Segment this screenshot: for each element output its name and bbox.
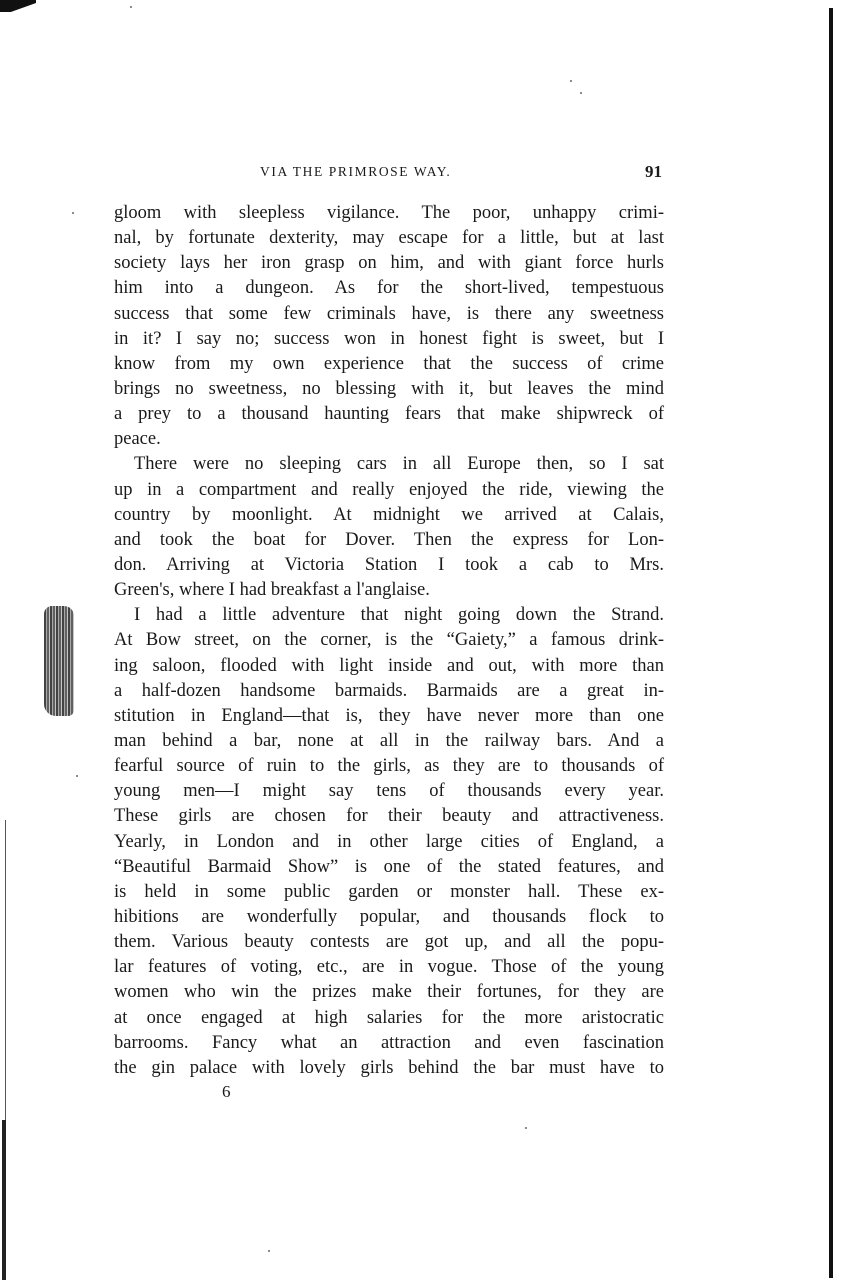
text-line: Green's, where I had breakfast a l'anglaise.: [114, 580, 430, 601]
text-line: man behind a bar, none at all in the railway bars. And a: [114, 730, 664, 751]
signature-mark: 6: [222, 1082, 231, 1101]
text-line: stitution in England—that is, they have never more than one: [114, 705, 664, 726]
text-line: know from my own experience that the success of crime: [114, 353, 664, 374]
text-line: At Bow street, on the corner, is the “Gaiety,” a famous drink-: [114, 630, 664, 651]
scan-dot: [570, 80, 572, 82]
text-line: ing saloon, flooded with light inside and out, with more than: [114, 655, 664, 676]
text-line: fearful source of ruin to the girls, as they are to thousands of: [114, 756, 664, 777]
text-line: gloom with sleepless vigilance. The poor, unhappy crimi-: [114, 203, 664, 223]
text-line: There were no sleeping cars in all Europe then, so I sat: [134, 454, 664, 475]
scan-dot: [525, 1127, 527, 1129]
text-line: up in a compartment and really enjoyed the ride, viewing the: [114, 479, 664, 500]
text-line: lar features of voting, etc., are in vogue. Those of the young: [114, 957, 664, 978]
scan-smudge: [44, 606, 74, 716]
text-line: peace.: [114, 429, 161, 450]
scan-left-edge-thin: [5, 820, 6, 1120]
page-number: 91: [645, 162, 662, 181]
body-text: [114, 201, 664, 1081]
running-head: [114, 160, 666, 184]
text-line: the gin palace with lovely girls behind the bar must have to: [114, 1057, 664, 1078]
text-line: don. Arriving at Victoria Station I took a cab to Mrs.: [114, 554, 664, 575]
scan-corner-mark: [0, 0, 36, 12]
text-line: is held in some public garden or monster hall. These ex-: [114, 881, 664, 902]
text-line: young men—I might say tens of thousands every year.: [114, 781, 664, 802]
scan-dot: [580, 92, 582, 94]
text-line: at once engaged at high salaries for the more aristocratic: [114, 1007, 664, 1028]
text-line: barrooms. Fancy what an attraction and even fascination: [114, 1032, 664, 1053]
text-line: hibitions are wonderfully popular, and thousands flock to: [114, 906, 664, 927]
scan-dot: [76, 775, 78, 777]
text-line: brings no sweetness, no blessing with it, but leaves the mind: [114, 378, 664, 399]
text-line: him into a dungeon. As for the short-lived, tempestuous: [114, 278, 664, 299]
scan-dot: [130, 6, 132, 8]
text-line: country by moonlight. At midnight we arrived at Calais,: [114, 504, 664, 525]
text-line: them. Various beauty contests are got up, and all the popu-: [114, 932, 664, 953]
text-line: I had a little adventure that night going down the Strand.: [134, 605, 664, 626]
text-line: “Beautiful Barmaid Show” is one of the stated features, and: [114, 856, 664, 877]
text-line: nal, by fortunate dexterity, may escape for a little, but at last: [114, 228, 664, 249]
text-line: and took the boat for Dover. Then the express for Lon-: [114, 529, 664, 550]
text-line: a prey to a thousand haunting fears that make shipwreck of: [114, 404, 664, 425]
scan-dot: [268, 1250, 270, 1252]
scan-right-edge: [829, 8, 833, 1278]
scan-dot: [72, 212, 74, 214]
text-line: Yearly, in London and in other large cities of England, a: [114, 831, 664, 852]
running-title: VIA THE PRIMROSE WAY.: [260, 164, 452, 179]
text-line: women who win the prizes make their fortunes, for they are: [114, 982, 664, 1003]
text-line: in it? I say no; success won in honest fight is sweet, but I: [114, 328, 664, 349]
text-line: These girls are chosen for their beauty and attractiveness.: [114, 806, 664, 827]
scan-left-edge: [2, 1120, 6, 1280]
text-line: success that some few criminals have, is there any sweetness: [114, 303, 664, 324]
text-line: a half-dozen handsome barmaids. Barmaids are a great in-: [114, 680, 664, 701]
text-line: society lays her iron grasp on him, and with giant force hurls: [114, 253, 664, 274]
